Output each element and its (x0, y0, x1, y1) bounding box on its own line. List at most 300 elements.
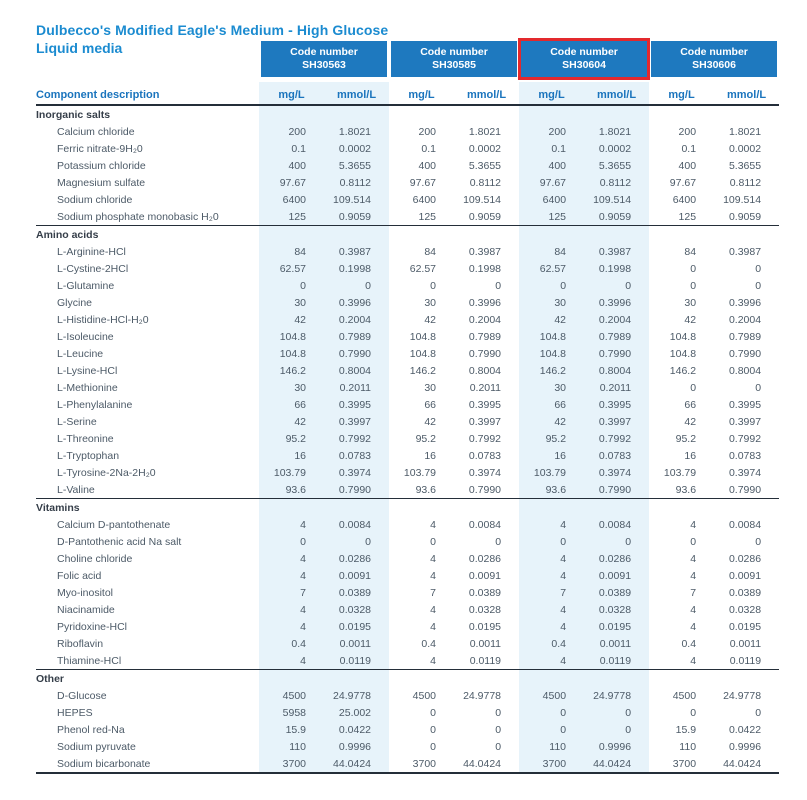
component-description-header: Component description (36, 82, 259, 105)
value-cell: 0 (259, 277, 324, 294)
value-cell: 0 (519, 721, 584, 738)
value-cell: 84 (424, 245, 437, 258)
value-cell: 103.79 (663, 466, 697, 479)
component-row (36, 550, 779, 567)
value-cell: 0.7990 (584, 481, 649, 499)
value-cell: 0.3997 (324, 413, 389, 430)
value-cell: 0.7990 (584, 345, 649, 362)
value-cell: 6400 (672, 193, 697, 206)
value-cell: 16 (519, 447, 584, 464)
component-row (36, 413, 779, 430)
value-cell: 30 (519, 379, 584, 396)
component-row (36, 243, 779, 260)
value-cell: 95.2 (415, 432, 437, 445)
component-name: D-Pantothenic acid Na salt (57, 535, 182, 548)
value-cell: 24.9778 (324, 687, 389, 704)
value-cell: 0.0195 (728, 620, 762, 633)
value-cell: 0.0389 (468, 586, 502, 599)
value-cell: 62.57 (409, 262, 437, 275)
code-number-box-sh30606 (651, 41, 777, 77)
value-cell: 42 (259, 311, 324, 328)
code-number-label: Code number (550, 46, 618, 58)
value-cell: 93.6 (415, 483, 437, 496)
value-cell: 97.67 (409, 176, 437, 189)
value-cell: 44.0424 (723, 757, 762, 770)
value-cell: 0.8112 (469, 176, 502, 189)
value-cell: 0.0011 (469, 637, 502, 650)
value-cell: 104.8 (669, 347, 697, 360)
value-cell: 400 (259, 157, 324, 174)
value-cell: 109.514 (463, 193, 502, 206)
component-name: L-Tyrosine-2Na-2H₂0 (57, 466, 156, 479)
code-number-box-sh30604-highlighted (521, 41, 647, 77)
value-cell: 200 (678, 125, 697, 138)
value-cell: 109.514 (584, 191, 649, 208)
value-cell: 0.2011 (584, 379, 649, 396)
value-cell: 0.0091 (468, 569, 502, 582)
component-row (36, 294, 779, 311)
value-cell: 0.4 (259, 635, 324, 652)
value-cell: 0.0422 (324, 721, 389, 738)
value-cell: 0.2004 (468, 313, 502, 326)
value-cell: 5.3655 (728, 159, 762, 172)
value-cell: 103.79 (259, 464, 324, 481)
component-name: L-Tryptophan (57, 449, 120, 462)
component-row (36, 704, 779, 721)
value-cell: 0.3996 (584, 294, 649, 311)
value-cell: 0.3974 (468, 466, 502, 479)
value-cell: 0.3996 (728, 296, 762, 309)
value-cell: 4 (690, 552, 697, 565)
component-name: Magnesium sulfate (57, 176, 146, 189)
value-cell: 0.0084 (584, 516, 649, 533)
formulation-table (36, 41, 779, 774)
value-cell: 3700 (672, 757, 697, 770)
value-cell: 104.8 (259, 345, 324, 362)
value-cell: 0.0286 (468, 552, 502, 565)
value-cell: 6400 (519, 191, 584, 208)
component-row (36, 260, 779, 277)
value-cell: 30 (424, 296, 437, 309)
value-cell: 3700 (412, 757, 437, 770)
value-cell: 0.0286 (584, 550, 649, 567)
value-cell: 0.1998 (468, 262, 502, 275)
value-cell: 0.3995 (324, 396, 389, 413)
value-cell: 84 (259, 243, 324, 260)
value-cell: 0.0011 (584, 635, 649, 652)
unit-label-mmol: mmol/L (324, 82, 389, 105)
component-row (36, 687, 779, 704)
unit-label-mmol: mmol/L (714, 82, 779, 105)
value-cell: 93.6 (259, 481, 324, 499)
section-header-row (36, 105, 779, 123)
value-cell: 0.0328 (324, 601, 389, 618)
section-title: Other (36, 670, 259, 688)
value-cell: 0.0119 (469, 654, 502, 667)
component-row (36, 311, 779, 328)
value-cell: 15.9 (675, 723, 697, 736)
value-cell: 4 (259, 550, 324, 567)
component-name: Sodium phosphate monobasic H₂0 (57, 210, 219, 223)
value-cell: 1.8021 (584, 123, 649, 140)
value-cell: 0 (495, 740, 502, 753)
value-cell: 4 (430, 552, 437, 565)
value-cell: 0 (495, 723, 502, 736)
value-cell: 0.9059 (468, 210, 502, 223)
section-title: Amino acids (36, 226, 259, 244)
value-cell: 0.7989 (584, 328, 649, 345)
value-cell: 104.8 (519, 345, 584, 362)
value-cell: 0.4 (681, 637, 697, 650)
value-cell: 4 (690, 654, 697, 667)
value-cell: 5.3655 (468, 159, 502, 172)
component-row (36, 601, 779, 618)
value-cell: 0 (519, 704, 584, 721)
value-cell: 0.9996 (324, 738, 389, 755)
value-cell: 4 (430, 569, 437, 582)
component-name: L-Cystine-2HCl (57, 262, 129, 275)
value-cell: 0.0002 (728, 142, 762, 155)
value-cell: 30 (259, 379, 324, 396)
component-name: L-Serine (57, 415, 97, 428)
section-header-row (36, 499, 779, 517)
value-cell: 0 (495, 706, 502, 719)
component-row (36, 618, 779, 635)
value-cell: 110 (519, 738, 584, 755)
value-cell: 62.57 (259, 260, 324, 277)
value-cell: 5.3655 (584, 157, 649, 174)
component-name: Sodium bicarbonate (57, 757, 151, 770)
value-cell: 0.7990 (324, 481, 389, 499)
value-cell: 0.3997 (728, 415, 762, 428)
value-cell: 4500 (259, 687, 324, 704)
value-cell: 93.6 (519, 481, 584, 499)
unit-label-mg: mg/L (649, 82, 714, 105)
value-cell: 4 (690, 620, 697, 633)
component-row (36, 157, 779, 174)
value-cell: 0.7989 (728, 330, 762, 343)
value-cell: 0 (584, 277, 649, 294)
value-cell: 110 (259, 738, 324, 755)
value-cell: 0.1998 (584, 260, 649, 277)
value-cell: 4 (690, 569, 697, 582)
value-cell: 0.0783 (728, 449, 762, 462)
value-cell: 0.7990 (728, 347, 762, 360)
code-number-box-sh30585 (391, 41, 517, 77)
component-name: Phenol red-Na (57, 723, 125, 736)
value-cell: 0.0119 (324, 652, 389, 670)
value-cell: 1.8021 (468, 125, 502, 138)
value-cell: 400 (678, 159, 697, 172)
value-cell: 0.1998 (324, 260, 389, 277)
value-cell: 62.57 (519, 260, 584, 277)
value-cell: 6400 (259, 191, 324, 208)
value-cell: 0.3997 (584, 413, 649, 430)
value-cell: 104.8 (519, 328, 584, 345)
value-cell: 0 (690, 381, 697, 394)
component-row (36, 635, 779, 652)
value-cell: 0 (755, 535, 762, 548)
value-cell: 0 (690, 706, 697, 719)
code-number-label: Code number (680, 46, 748, 58)
component-row (36, 447, 779, 464)
value-cell: 103.79 (519, 464, 584, 481)
value-cell: 109.514 (723, 193, 762, 206)
value-cell: 0.1 (519, 140, 584, 157)
table-body (36, 105, 779, 773)
value-cell: 200 (519, 123, 584, 140)
value-cell: 0.0011 (324, 635, 389, 652)
value-cell: 4 (519, 516, 584, 533)
value-cell: 0.0084 (468, 518, 502, 531)
value-cell: 16 (259, 447, 324, 464)
value-cell: 66 (424, 398, 437, 411)
value-cell: 93.6 (675, 483, 697, 496)
value-cell: 0.0195 (468, 620, 502, 633)
value-cell: 0.0286 (324, 550, 389, 567)
value-cell: 0.0002 (468, 142, 502, 155)
value-cell: 16 (424, 449, 437, 462)
code-number-value: SH30585 (432, 59, 476, 71)
component-name: L-Valine (57, 483, 95, 496)
component-name: Folic acid (57, 569, 102, 582)
value-cell: 0.7989 (468, 330, 502, 343)
value-cell: 0.0328 (468, 603, 502, 616)
value-cell: 0.0091 (584, 567, 649, 584)
component-row (36, 721, 779, 738)
value-cell: 0.0389 (584, 584, 649, 601)
value-cell: 0.2011 (324, 379, 389, 396)
value-cell: 4 (430, 518, 437, 531)
value-cell: 146.2 (409, 364, 437, 377)
value-cell: 0.3995 (728, 398, 762, 411)
component-row (36, 430, 779, 447)
value-cell: 0.0195 (324, 618, 389, 635)
value-cell: 125 (418, 210, 437, 223)
value-cell: 0.8112 (729, 176, 762, 189)
value-cell: 44.0424 (584, 755, 649, 773)
value-cell: 0 (324, 277, 389, 294)
value-cell: 0 (259, 533, 324, 550)
value-cell: 200 (259, 123, 324, 140)
value-cell: 4500 (519, 687, 584, 704)
value-cell: 0.9996 (728, 740, 762, 753)
component-row (36, 277, 779, 294)
value-cell: 0.0119 (729, 654, 762, 667)
value-cell: 0 (584, 533, 649, 550)
value-cell: 66 (259, 396, 324, 413)
component-name: L-Lysine-HCl (57, 364, 118, 377)
value-cell: 42 (424, 313, 437, 326)
component-name: L-Histidine-HCl-H₂0 (57, 313, 149, 326)
component-name: L-Leucine (57, 347, 104, 360)
value-cell: 0 (584, 704, 649, 721)
value-cell: 0.7990 (324, 345, 389, 362)
component-row (36, 584, 779, 601)
value-cell: 0.9059 (728, 210, 762, 223)
value-cell: 0 (755, 381, 762, 394)
value-cell: 0.0328 (728, 603, 762, 616)
value-cell: 30 (684, 296, 697, 309)
value-cell: 0.7992 (324, 430, 389, 447)
value-cell: 3700 (519, 755, 584, 773)
component-row (36, 379, 779, 396)
value-cell: 0.9059 (324, 208, 389, 226)
component-name: Niacinamide (57, 603, 115, 616)
value-cell: 4 (430, 620, 437, 633)
value-cell: 0.0002 (324, 140, 389, 157)
value-cell: 125 (519, 208, 584, 226)
value-cell: 7 (430, 586, 437, 599)
value-cell: 0.0084 (324, 516, 389, 533)
value-cell: 0.4 (421, 637, 437, 650)
value-cell: 0.0389 (324, 584, 389, 601)
value-cell: 7 (519, 584, 584, 601)
value-cell: 15.9 (259, 721, 324, 738)
value-cell: 84 (684, 245, 697, 258)
code-number-value: SH30604 (562, 59, 606, 71)
section-title: Inorganic salts (36, 105, 259, 123)
value-cell: 4 (259, 516, 324, 533)
value-cell: 0.7990 (468, 347, 502, 360)
value-cell: 42 (684, 313, 697, 326)
value-cell: 0.0195 (584, 618, 649, 635)
value-cell: 0 (690, 535, 697, 548)
value-cell: 0.3974 (584, 464, 649, 481)
value-cell: 0.3995 (584, 396, 649, 413)
value-cell: 104.8 (409, 330, 437, 343)
value-cell: 4 (259, 567, 324, 584)
value-cell: 97.67 (519, 174, 584, 191)
component-row (36, 328, 779, 345)
value-cell: 4 (430, 603, 437, 616)
value-cell: 95.2 (259, 430, 324, 447)
value-cell: 84 (519, 243, 584, 260)
value-cell: 0.8112 (584, 174, 649, 191)
component-name: Myo-inositol (57, 586, 114, 599)
component-name: D-Glucose (57, 689, 107, 702)
value-cell: 0 (324, 533, 389, 550)
value-cell: 4 (690, 518, 697, 531)
value-cell: 4 (259, 601, 324, 618)
value-cell: 0.0422 (728, 723, 762, 736)
value-cell: 0.0002 (584, 140, 649, 157)
component-name: Calcium chloride (57, 125, 135, 138)
value-cell: 30 (259, 294, 324, 311)
value-cell: 0.8112 (324, 174, 389, 191)
component-name: Potassium chloride (57, 159, 146, 172)
value-cell: 0.4 (519, 635, 584, 652)
value-cell: 0 (430, 279, 437, 292)
value-cell: 0 (755, 706, 762, 719)
value-cell: 0.0783 (584, 447, 649, 464)
component-row (36, 208, 779, 226)
value-cell: 3700 (259, 755, 324, 773)
section-header-row (36, 226, 779, 244)
component-name: L-Threonine (57, 432, 114, 445)
value-cell: 4 (519, 652, 584, 670)
value-cell: 0 (430, 740, 437, 753)
code-number-label: Code number (420, 46, 488, 58)
value-cell: 1.8021 (728, 125, 762, 138)
value-cell: 0.8004 (728, 364, 762, 377)
value-cell: 95.2 (519, 430, 584, 447)
value-cell: 103.79 (403, 466, 437, 479)
value-cell: 0.7990 (468, 483, 502, 496)
value-cell: 0.8004 (584, 362, 649, 379)
value-cell: 42 (424, 415, 437, 428)
component-name: Ferric nitrate-9H₂0 (57, 142, 143, 155)
value-cell: 0.3987 (728, 245, 762, 258)
value-cell: 0 (584, 721, 649, 738)
value-cell: 0 (519, 533, 584, 550)
value-cell: 7 (690, 586, 697, 599)
value-cell: 0.7992 (584, 430, 649, 447)
component-row (36, 140, 779, 157)
value-cell: 42 (259, 413, 324, 430)
component-row (36, 738, 779, 755)
value-cell: 0.1 (421, 142, 437, 155)
value-cell: 0.8004 (324, 362, 389, 379)
value-cell: 42 (684, 415, 697, 428)
component-name: Pyridoxine-HCl (57, 620, 128, 633)
value-cell: 97.67 (669, 176, 697, 189)
value-cell: 0.3995 (468, 398, 502, 411)
value-cell: 0.0011 (729, 637, 762, 650)
value-cell: 0.7989 (324, 328, 389, 345)
value-cell: 30 (519, 294, 584, 311)
subtitle-cell (36, 41, 259, 82)
value-cell: 4 (259, 652, 324, 670)
component-name: L-Phenylalanine (57, 398, 133, 411)
value-cell: 125 (259, 208, 324, 226)
component-row (36, 533, 779, 550)
units-header-row (36, 82, 779, 105)
value-cell: 24.9778 (463, 689, 502, 702)
component-name: L-Isoleucine (57, 330, 114, 343)
value-cell: 4 (430, 654, 437, 667)
value-cell: 0.1 (681, 142, 697, 155)
value-cell: 146.2 (669, 364, 697, 377)
page-title: Dulbecco's Modified Eagle's Medium - High Glucose (36, 22, 389, 38)
value-cell: 4 (519, 618, 584, 635)
component-name: HEPES (57, 706, 93, 719)
value-cell: 44.0424 (463, 757, 502, 770)
value-cell: 0.0783 (324, 447, 389, 464)
component-name: L-Methionine (57, 381, 118, 394)
value-cell: 4 (519, 550, 584, 567)
unit-label-mmol: mmol/L (454, 82, 519, 105)
value-cell: 0.2004 (324, 311, 389, 328)
component-name: Choline chloride (57, 552, 133, 565)
value-cell: 0.9996 (584, 738, 649, 755)
component-row (36, 345, 779, 362)
value-cell: 0.8004 (468, 364, 502, 377)
value-cell: 5.3655 (324, 157, 389, 174)
section-header-row (36, 670, 779, 688)
component-name: Sodium chloride (57, 193, 133, 206)
component-row (36, 652, 779, 670)
value-cell: 0.3996 (468, 296, 502, 309)
value-cell: 0 (755, 279, 762, 292)
value-cell: 0.3987 (324, 243, 389, 260)
page-subtitle: Liquid media (36, 40, 123, 56)
value-cell: 66 (519, 396, 584, 413)
value-cell: 200 (418, 125, 437, 138)
component-row (36, 755, 779, 773)
unit-label-mg: mg/L (259, 82, 324, 105)
component-row (36, 481, 779, 499)
